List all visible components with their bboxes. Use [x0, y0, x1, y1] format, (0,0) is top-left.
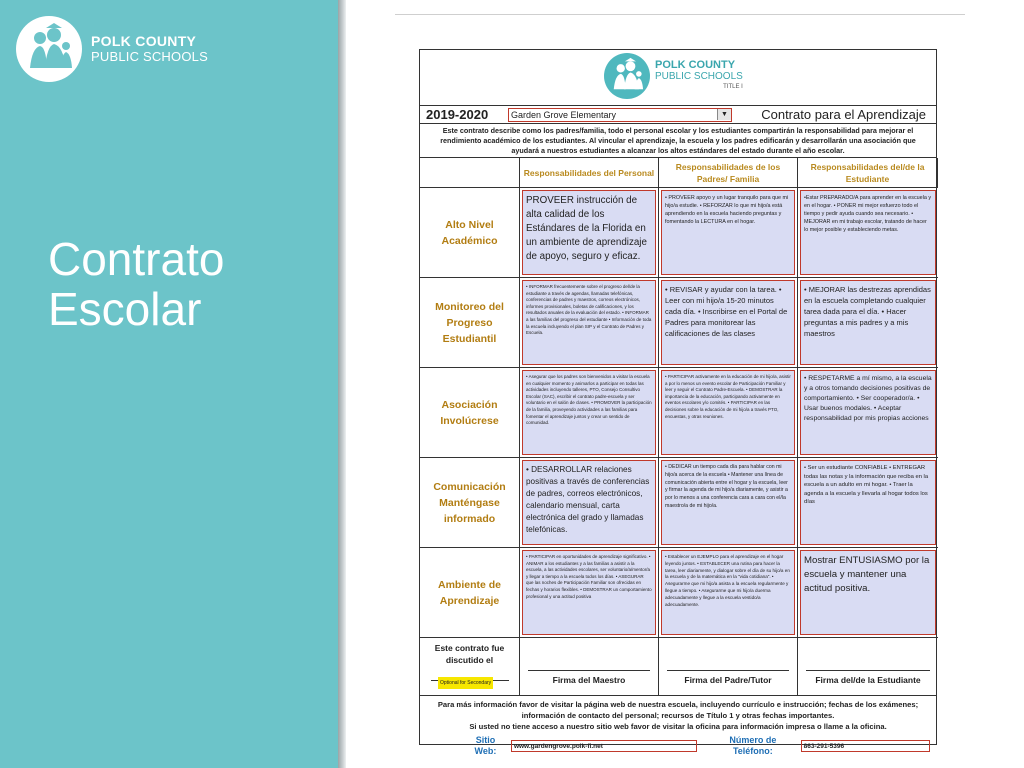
contact-row: [426, 735, 930, 757]
signature-line[interactable]: [528, 670, 650, 671]
contract-title: Contrato para el Aprendizaje: [761, 107, 926, 122]
phone-field[interactable]: 863-291-5396: [801, 740, 930, 752]
cell-academic-staff[interactable]: [520, 188, 659, 278]
form-field[interactable]: • Ser un estudiante CONFIABLE • ENTREGAR todas las notas y la información que reciba en la escuela a un adulto en mi hogar. • Traer la agenda a la escuela y llevarla al hogar todos los días: [800, 460, 936, 545]
chevron-down-icon[interactable]: ▼: [717, 109, 731, 120]
polk-logo-icon: [16, 16, 82, 82]
form-field[interactable]: • INFORMAR frecuentemente sobre el progreso del/de la estudiante a través de agendas, llamadas telefónicas, conferencias de padres y maestros, correos electrónicos, informes provisionales, boletas de calificaciones, y los resultados anuales de la evaluación del estado. • INFORMAR a las familias del progreso del estudiante • Información de toda la escuela incluyendo el plan SIP y el Contrato de Padres y Escuela.: [522, 280, 656, 365]
form-field[interactable]: • DEDICAR un tiempo cada día para hablar con mi hijo/a acerca de la escuela • Mantener una línea de comunicación abierta entre el hogar y la escuela, leer y firmar la agenda de mi hijo/a diariamente, y asistir a por lo menos a una conferencia cara a cara con el/la maestro/a de mi hijo/a.: [661, 460, 795, 545]
document-footer: [420, 696, 936, 760]
cell-communication-parents[interactable]: [659, 458, 798, 548]
document-logo-text: [655, 60, 743, 93]
cell-environment-student[interactable]: [798, 548, 938, 638]
website-field[interactable]: www.gardengrove.polk-fl.net: [511, 740, 697, 752]
document-logo: [604, 53, 743, 99]
form-field[interactable]: • MEJORAR las destrezas aprendidas en la escuela completando cualquier tarea dada para el día. • Hacer preguntas a mis padres y a mis maestros: [800, 280, 936, 365]
phone-label: Número de Teléfono:: [729, 735, 777, 756]
school-select[interactable]: [508, 108, 732, 122]
intro-text: Este contrato describe como los padres/familia, todo el personal escolar y los estudiantes compartirán la responsabilidad para mejorar el rendimiento académico de los estudiantes. Al vincular el aprendizaje, la escuela y los padres edificarán y desarrollarán una asociación que ayudará a nuestros estudiantes a alcanzar los altos estándares del estado durante el año escolar.: [420, 124, 936, 158]
brand-line2: PUBLIC SCHOOLS: [91, 49, 208, 64]
cell-progress-parents[interactable]: [659, 278, 798, 368]
form-field[interactable]: Mostrar ENTUSIASMO por la escuela y mantener una actitud positiva.: [800, 550, 936, 635]
cell-partnership-student[interactable]: [798, 368, 938, 458]
row-label-environment: Ambiente de Aprendizaje: [420, 548, 520, 638]
signature-student-label: Firma del/de la Estudiante: [815, 675, 921, 685]
slide-title-line1: Contrato: [48, 233, 225, 285]
row-label-communication: Comunicación Manténgase informado: [420, 458, 520, 548]
column-header-student: Responsabilidades del/de la Estudiante: [798, 158, 938, 188]
cell-environment-staff[interactable]: [520, 548, 659, 638]
form-field[interactable]: • DESARROLLAR relaciones positivas a través de conferencias de padres, correos electrónicos, calendario mensual, carta electrónica del grado y llamadas telefónicas.: [522, 460, 656, 545]
form-field[interactable]: • Establecer un EJEMPLO para el aprendizaje en el hogar leyendo juntos. • ESTABLECER una rutina para hacer la tarea, leer diariamente, y dialogar sobre el día de su hijo/a en la escuela y de la matemática en la "vida cotidiana". • Asegurarme que mi hijo/a asista a la escuela regularmente y llegue a tiempo. • Asegurarme que mi hijo/a duerma adecuadamente y llegue a la escuela vestido/a adecuadamente.: [661, 550, 795, 635]
optional-badge: Optional for Secondary: [438, 677, 493, 689]
signature-row: [420, 638, 936, 696]
cell-communication-staff[interactable]: [520, 458, 659, 548]
signature-teacher[interactable]: [520, 638, 659, 695]
school-select-value: Garden Grove Elementary: [511, 109, 617, 120]
form-field[interactable]: •Estar PREPARADO/A para aprender en la escuela y en el hogar. • PONER mi mejor esfuerzo todo el tiempo y pedir ayuda cuando sea necesario. • MEJORAR en mi trabajo escolar, tratando de hacer lo mejor posible y estableciendo metas.: [800, 190, 936, 275]
table-corner: [420, 158, 520, 188]
signature-parent-label: Firma del Padre/Tutor: [684, 675, 772, 685]
signature-student[interactable]: [798, 638, 938, 695]
cell-communication-student[interactable]: [798, 458, 938, 548]
document-logo-line2: PUBLIC SCHOOLS: [655, 70, 743, 82]
cell-academic-student[interactable]: [798, 188, 938, 278]
document-logo-icon: [604, 53, 650, 99]
discussed-text: Este contrato fue discutido el: [434, 643, 505, 665]
website-label: Sitio Web:: [474, 735, 497, 756]
contract-document: [419, 49, 937, 756]
cell-partnership-parents[interactable]: [659, 368, 798, 458]
document-header: [420, 50, 936, 106]
signature-line[interactable]: [667, 670, 789, 671]
form-field[interactable]: • Asegurar que los padres son bienvenidos a visitar la escuela en cualquier momento y animarlos a participar en todas las actividades incluyendo talleres, PTO, Consejo Consultivo Escolar (SAC), escribir el contrato padre-escuela y ser voluntario en el salón de clases. • PROMOVER la participación de la familia, proveyendo actividades a las familias para fomentar el aprendizaje juntos y crear un sentido de comunidad.: [522, 370, 656, 455]
form-field[interactable]: • PARTICIPAR en oportunidades de aprendizaje significativo. • ANIMAR a los estudiantes y a las familias a asistir a la escuela, a las actividades escolares, ser voluntario/a/mentor/a y llegar a tiempo a la escuela todos los días. • ASEGURAR que las noches de Participación Familiar son ofrecidas en fechas y horarios flexibles. • DEMOSTRAR un comportamiento profesional y una actitud positiva: [522, 550, 656, 635]
brand-logo: [16, 16, 208, 82]
form-field[interactable]: • RESPETARME a mí mismo, a la escuela y a otros tomando decisiones positivas de comportamiento. • Ser cooperador/a. • Usar buenos modales. • Aceptar responsabilidad por mis propias acciones: [800, 370, 936, 455]
panel-edge: [338, 0, 346, 768]
signature-parent[interactable]: [659, 638, 798, 695]
responsibility-table: [420, 158, 936, 638]
row-label-partnership: Asociación Involúcrese: [420, 368, 520, 458]
row-label-progress: Monitoreo del Progreso Estudiantil: [420, 278, 520, 368]
left-panel: [0, 0, 338, 768]
cell-partnership-staff[interactable]: [520, 368, 659, 458]
document-logo-line1: POLK COUNTY: [655, 58, 736, 71]
signature-teacher-label: Firma del Maestro: [552, 675, 626, 685]
column-header-staff: Responsabilidades del Personal: [520, 158, 659, 188]
slide-title-line2: Escolar: [48, 283, 202, 335]
discussed-label: [420, 638, 520, 695]
form-field[interactable]: • REVISAR y ayudar con la tarea. • Leer con mi hijo/a 15-20 minutos cada día. • Inscribirse en el Portal de Padres para monitorear las calificaciones de las clases: [661, 280, 795, 365]
column-header-parents: Responsabilidades de los Padres/ Familia: [659, 158, 798, 188]
year-row: [420, 106, 936, 124]
cell-academic-parents[interactable]: [659, 188, 798, 278]
form-field[interactable]: • PROVEER apoyo y un lugar tranquilo para que mi hijo/a estudie. • REFORZAR lo que mi hijo/a está aprendiendo en la escuela haciendo preguntas y fomentando la LECTURA en el hogar.: [661, 190, 795, 275]
form-field[interactable]: PROVEER instrucción de alta calidad de los Estándares de la Florida en un ambiente de aprendizaje de apoyo, seguro y eficaz.: [522, 190, 656, 275]
brand-text: [91, 34, 208, 64]
slide-title: [48, 234, 224, 334]
school-year: 2019-2020: [426, 107, 489, 122]
footer-info-text: Para más información favor de visitar la página web de nuestra escuela, incluyendo currículo e instrucción; fechas de los exámenes; información de contacto del personal; recursos de Título 1 y otras fechas importantes.: [437, 700, 919, 720]
brand-line1: POLK COUNTY: [91, 33, 197, 49]
cell-environment-parents[interactable]: [659, 548, 798, 638]
signature-line[interactable]: [806, 670, 930, 671]
row-label-academic: Alto Nivel Académico: [420, 188, 520, 278]
cell-progress-staff[interactable]: [520, 278, 659, 368]
form-field[interactable]: • PARTICIPAR activamente en la educación de mi hijo/a, asistir a por lo menos un evento escolar de Participación Familiar y leer y seguir el Contrato Padre-Escuela. • DEMOSTRAR la importancia de la educación, participando activamente en eventos escolares y/o comités. • PARTICIPAR en las decisiones sobre la educación de mi hijo/a a través PTO, encuestas, y otras reuniones.: [661, 370, 795, 455]
footer-office-text: Si usted no tiene acceso a nuestro sitio web favor de visitar la oficina para información impresa o llame a la oficina.: [469, 722, 887, 731]
cell-progress-student[interactable]: [798, 278, 938, 368]
document-logo-line3: TITLE I: [723, 83, 743, 90]
top-divider: [395, 14, 965, 15]
